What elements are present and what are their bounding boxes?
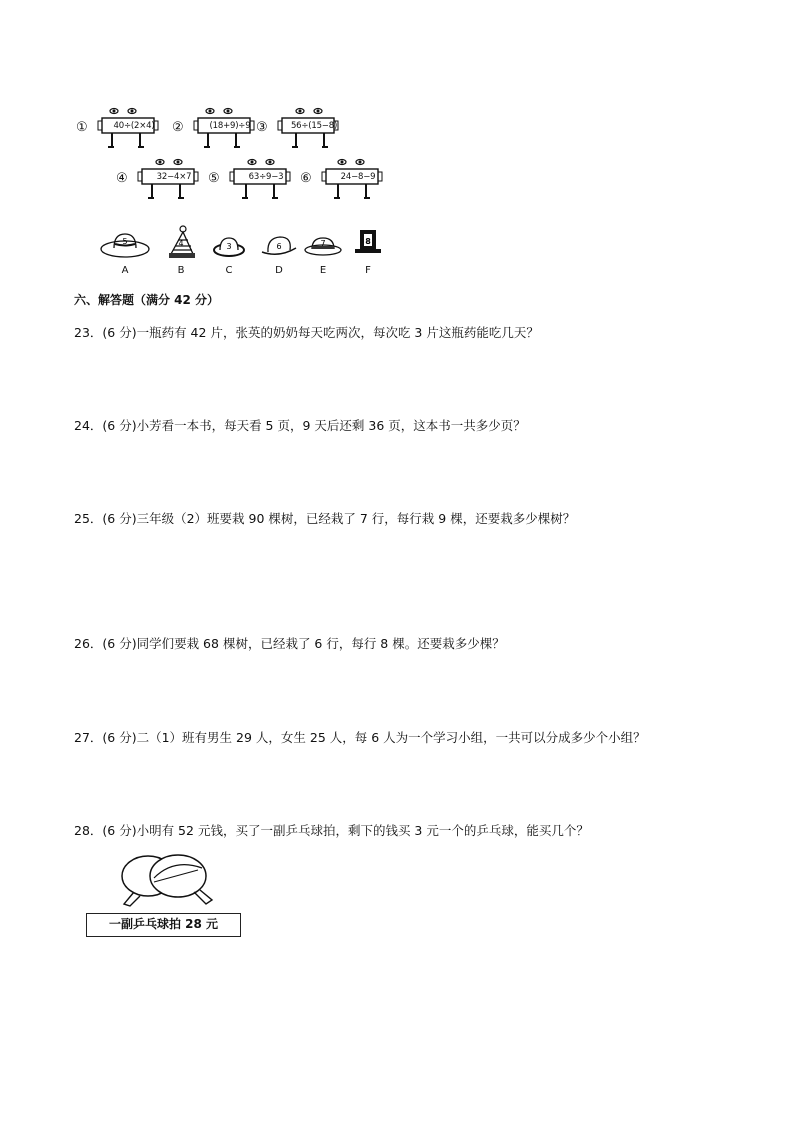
- ping-pong-paddles-icon: [116, 852, 226, 912]
- hat-d: [254, 224, 304, 276]
- robot-expression: 24−8−9: [340, 172, 376, 182]
- svg-text:5: 5: [122, 237, 128, 246]
- robot-expression: 56÷(15−8): [290, 121, 338, 131]
- robot-number: ⑥: [300, 171, 312, 186]
- robot-1: [76, 106, 160, 152]
- hat-label: D: [275, 265, 283, 276]
- sun-hat-icon: [100, 224, 150, 262]
- hat-label: E: [319, 265, 327, 276]
- knit-hat-icon: [156, 224, 206, 262]
- question-25: 25．(6 分)三年级（2）班要栽 90 棵树，已经栽了 7 行，每行栽 9 棵，还要栽多少棵树？: [74, 511, 576, 526]
- bowler-hat-icon: [204, 224, 254, 262]
- robot-expression: 32−4×7: [156, 172, 192, 182]
- question-24: 24．(6 分)小芳看一本书，每天看 5 页，9 天后还剩 36 页，这本书一共多少页？: [74, 418, 526, 433]
- svg-text:8: 8: [365, 237, 371, 246]
- question-26: 26．(6 分)同学们要栽 68 棵树，已经栽了 6 行，每行 8 棵。还要栽多少棵？: [74, 636, 505, 651]
- hat-a: [100, 224, 150, 276]
- hat-label: C: [225, 265, 233, 276]
- section-heading: 六、解答题（满分 42 分）: [74, 293, 220, 307]
- cap-hat-icon: [298, 224, 348, 262]
- svg-text:3: 3: [226, 242, 232, 251]
- hat-label: F: [365, 265, 371, 276]
- robot-expression: (18+9)÷9: [209, 121, 251, 131]
- svg-text:6: 6: [276, 242, 282, 251]
- question-23: 23．(6 分)一瓶药有 42 片，张英的奶奶每天吃两次，每次吃 3 片这瓶药能吃几天？: [74, 325, 539, 340]
- robot-number: ④: [116, 171, 128, 186]
- robot-number: ⑤: [208, 171, 220, 186]
- hats-row: [100, 224, 390, 276]
- hat-label: B: [177, 265, 185, 276]
- robot-expression: 40÷(2×4): [113, 121, 155, 131]
- hat-f: [343, 224, 393, 276]
- robot-6: [300, 157, 384, 203]
- robot-3: [256, 106, 340, 152]
- robot-4: [116, 157, 200, 203]
- robot-5: [208, 157, 292, 203]
- question-27: 27．(6 分)二（1）班有男生 29 人，女生 25 人，每 6 人为一个学习小组，一共可以分成多少个小组？: [74, 730, 646, 745]
- hat-e: [298, 224, 348, 276]
- question-28: 28．(6 分)小明有 52 元钱，买了一副乒乓球拍，剩下的钱买 3 元一个的乒乓球，能买几个？: [74, 823, 589, 838]
- robot-number: ①: [76, 120, 88, 135]
- robot-expression: 63÷9−3: [248, 172, 284, 182]
- top-hat-icon: [343, 224, 393, 262]
- hat-label: A: [121, 265, 129, 276]
- svg-text:7: 7: [320, 239, 326, 248]
- robot-number: ②: [172, 120, 184, 135]
- robot-2: [172, 106, 256, 152]
- hat-c: [204, 224, 254, 276]
- paddle-price-label: 一副乒乓球拍 28 元: [86, 913, 241, 937]
- svg-text:4: 4: [178, 239, 184, 248]
- cowboy-hat-icon: [254, 224, 304, 262]
- robot-number: ③: [256, 120, 268, 135]
- hat-b: [156, 224, 206, 276]
